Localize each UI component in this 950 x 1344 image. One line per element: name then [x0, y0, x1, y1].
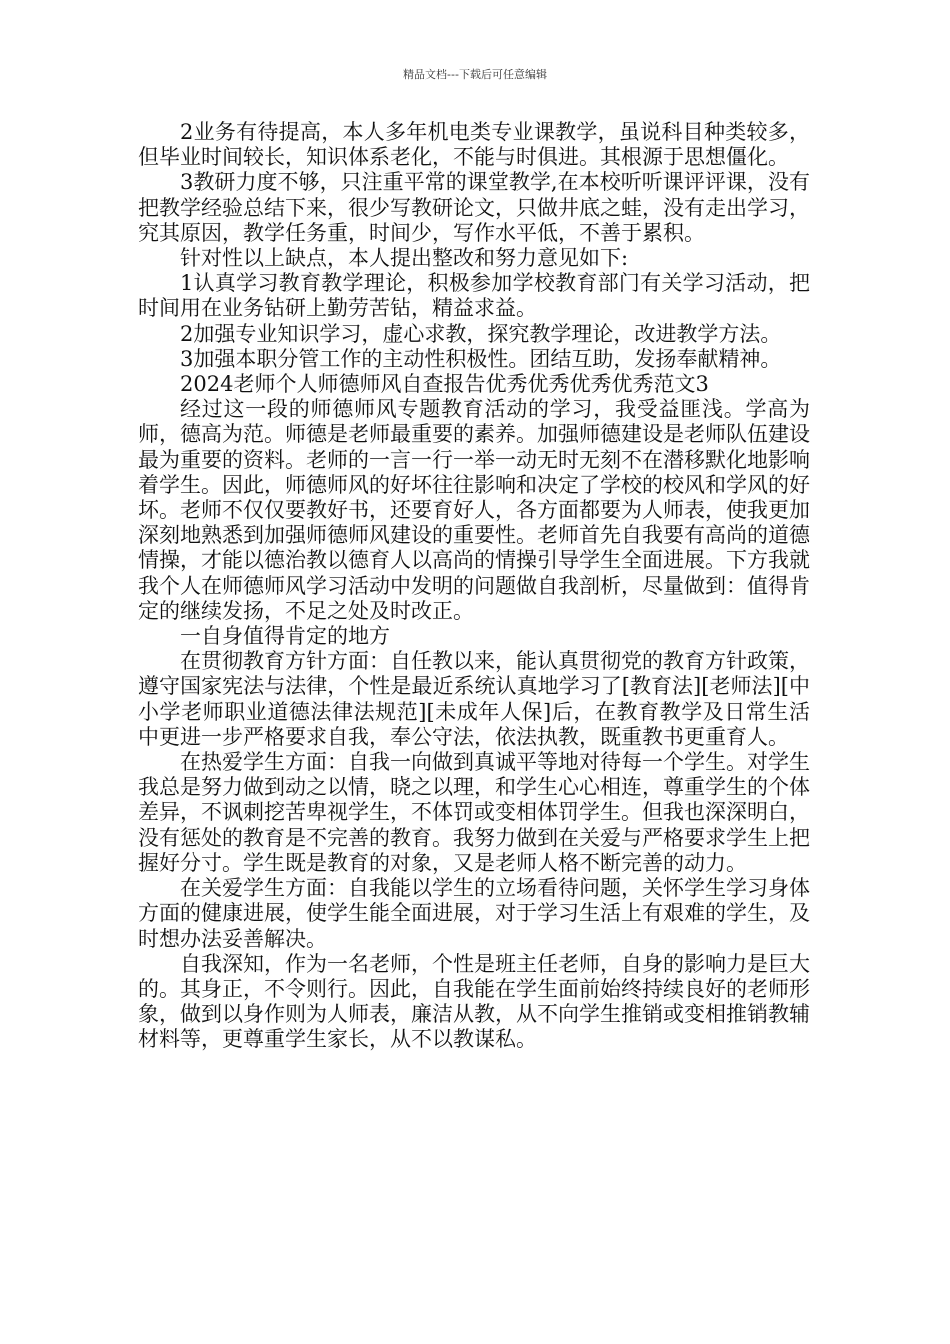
section-title: 2024老师个人师德师风自查报告优秀优秀优秀优秀范文3 [180, 372, 709, 397]
page-header: 精品文档---下载后可任意编辑 [403, 68, 547, 81]
paragraph: 2加强专业知识学习，虚心求教，探究教学理论，改进教学方法。 [180, 321, 782, 346]
paragraph: 在热爱学生方面：自我一向做到真诚平等地对待每一个学生。对学生我总是努力做到动之以情，晓之以理，和学生心心相连，尊重学生的个体差异，不讽刺挖苦卑视学生，不体罚或变相体罚学生。但我也深深明白，没有惩处的教育是不完善的教育。我努力做到在关爱与严格要求学生上把握好分寸。学生既是教育的对象，又是老师人格不断完善的动力。 [138, 750, 810, 875]
paragraph: 3加强本职分管工作的主动性积极性。团结互助，发扬奉献精神。 [180, 346, 782, 371]
paragraph: 2业务有待提高，本人多年机电类专业课教学，虽说科目种类较多，但毕业时间较长，知识体系老化，不能与时俱进。其根源于思想僵化。 [138, 120, 810, 170]
paragraph: 3教研力度不够，只注重平常的课堂教学,在本校听听课评评课，没有把教学经验总结下来，很少写教研论文，只做井底之蛙，没有走出学习，究其原因，教学任务重，时间少，写作水平低，不善于累积。 [138, 170, 810, 245]
paragraph: 针对性以上缺点，本人提出整改和努力意见如下: [180, 246, 629, 271]
paragraph: 1认真学习教育教学理论，积极参加学校教育部门有关学习活动，把时间用在业务钻研上勤劳苦钻，精益求益。 [138, 271, 810, 321]
paragraph: 自我深知，作为一名老师，个性是班主任老师，自身的影响力是巨大的。其身正，不令则行。因此，自我能在学生面前始终持续良好的老师形象，做到以身作则为人师表，廉洁从教，从不向学生推销或变相推销教辅材料等，更尊重学生家长，从不以教谋私。 [138, 951, 810, 1052]
paragraph: 在贯彻教育方针方面：自任教以来，能认真贯彻党的教育方针政策，遵守国家宪法与法律，个性是最近系统认真地学习了[教育法][老师法][中小学老师职业道德法律法规范][未成年人保]后，在教育教学及日常生活中更进一步严格要求自我，奉公守法，依法执教，既重教书更重育人。 [138, 649, 810, 749]
paragraph: 在关爱学生方面：自我能以学生的立场看待问题，关怀学生学习身体方面的健康进展，使学生能全面进展，对于学习生活上有艰难的学生，及时想办法妥善解决。 [138, 876, 810, 951]
paragraph: 经过这一段的师德师风专题教育活动的学习，我受益匪浅。学高为师，德高为范。师德是老师最重要的素养。加强师德建设是老师队伍建设最为重要的资料。老师的一言一行一举一动无时无刻不在潜移默化地影响着学生。因此，师德师风的好坏往往影响和决定了学校的校风和学风的好坏。老师不仅仅要教好书，还要育好人，各方面都要为人师表，使我更加深刻地熟悉到加强师德师风建设的重要性。老师首先自我要有高尚的道德情操，才能以德治教以德育人以高尚的情操引导学生全面进展。下方我就我个人在师德师风学习活动中发明的问题做自我剖析，尽量做到：值得肯定的继续发扬，不足之处及时改正。 [138, 397, 810, 623]
document-body [138, 120, 810, 1053]
section-heading: 一自身值得肯定的地方 [180, 624, 390, 649]
